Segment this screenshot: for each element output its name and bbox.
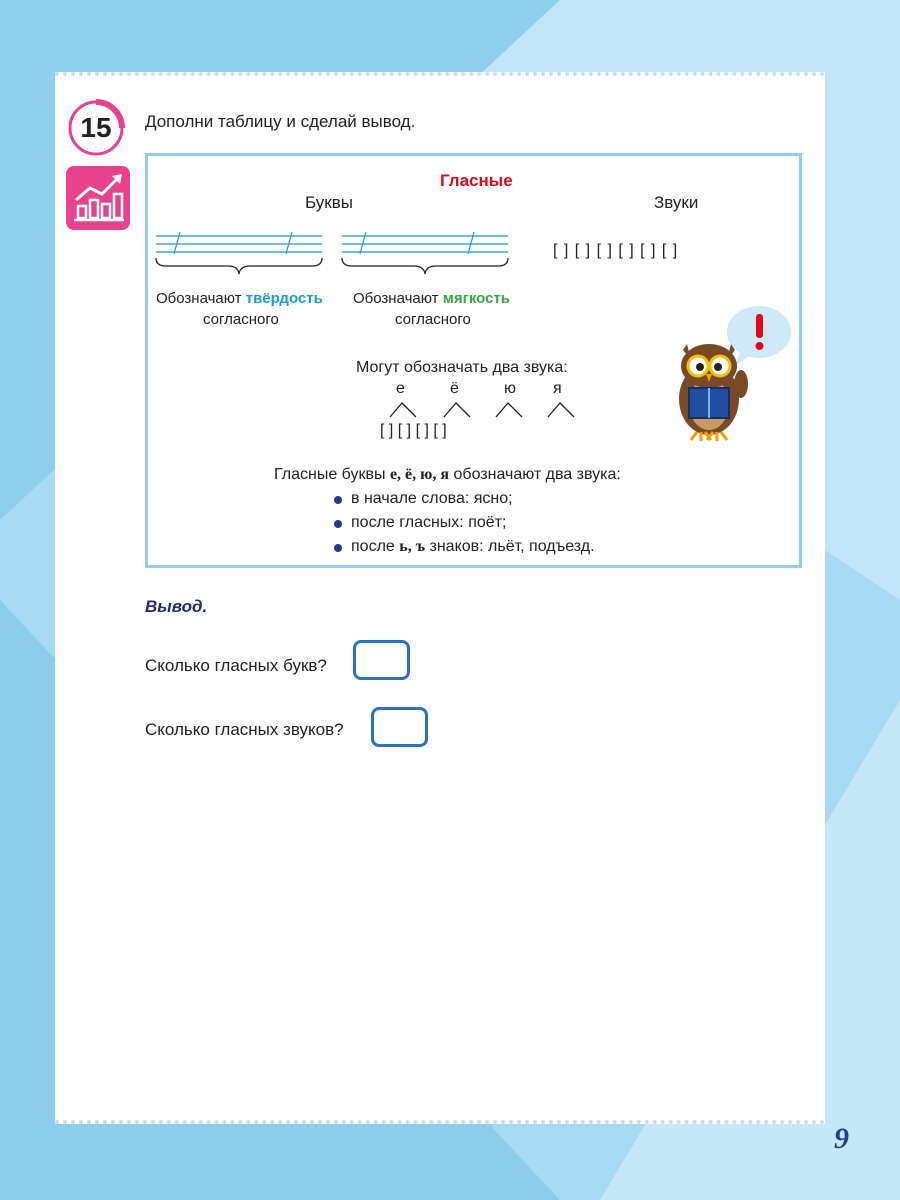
rule-item-after-vowels: после гласных: поёт; — [351, 514, 507, 531]
two-sound-brackets[interactable]: [ ] [ ] [ ] [ ] — [380, 422, 447, 439]
writing-lines-hard[interactable] — [154, 228, 324, 276]
softness-consonant: согласного — [395, 311, 471, 328]
question-sounds: Сколько гласных звуков? — [145, 720, 344, 739]
sound-brackets[interactable]: [ ] [ ] [ ] [ ] [ ] [ ] — [553, 242, 678, 259]
writing-lines-soft[interactable] — [340, 228, 510, 276]
growth-chart-icon — [66, 166, 130, 230]
bullet — [334, 520, 342, 528]
vowels-table — [145, 153, 802, 568]
softness-label: Обозначают мягкость — [353, 290, 511, 307]
letter-yo: ё — [450, 380, 459, 397]
sounds-header: Звуки — [654, 193, 699, 212]
question-letters: Сколько гласных букв? — [145, 656, 327, 675]
table-title: Гласные — [440, 171, 513, 190]
letter-e: е — [396, 380, 405, 397]
hardness-label: Обозначают твёрдость — [156, 290, 323, 307]
owl-reading-icon — [661, 304, 796, 444]
task-instruction: Дополни таблицу и сделай вывод. — [145, 112, 416, 131]
two-sounds-title: Могут обозначать два звука: — [356, 359, 568, 376]
rule-item-after-signs: после ь, ъ знаков: льёт, подъезд. — [351, 538, 595, 555]
letter-ya: я — [553, 380, 562, 397]
page-number: 9 — [834, 1122, 849, 1155]
conclusion-heading: Вывод. — [145, 597, 208, 616]
exercise-number: 15 — [80, 112, 112, 143]
bullet — [334, 496, 342, 504]
letters-header: Буквы — [305, 193, 353, 212]
answer-box-sounds[interactable] — [371, 707, 428, 747]
bullet — [334, 544, 342, 552]
branch-marks — [378, 399, 578, 419]
letter-yu: ю — [504, 380, 516, 397]
rule-item-start: в начале слова: ясно; — [351, 490, 513, 507]
answer-box-letters[interactable] — [353, 640, 410, 680]
rule-statement: Гласные буквы е, ё, ю, я обозначают два звука: — [274, 466, 621, 483]
hardness-consonant: согласного — [203, 311, 279, 328]
